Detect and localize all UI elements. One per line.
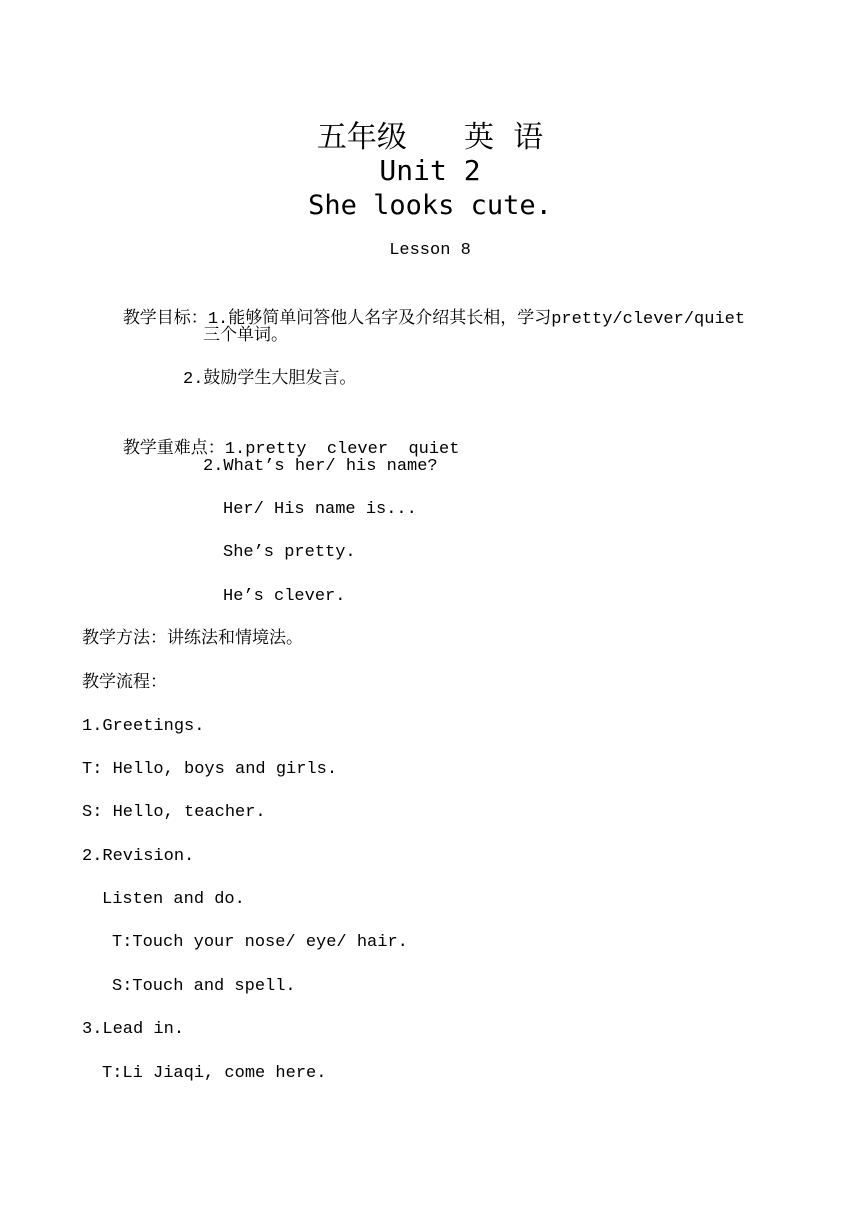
process-step: 1.Greetings. <box>82 717 205 736</box>
process-step: T: Hello, boys and girls. <box>82 760 338 779</box>
process-step: 3.Lead in. <box>82 1020 185 1039</box>
objectives-line-1 <box>82 281 745 359</box>
key-points-label: 教学重难点： <box>122 440 225 459</box>
objective-item-1-continued: 三个单词。 <box>203 327 288 346</box>
process-step: Listen and do. <box>102 890 245 909</box>
process-step: T:Li Jiaqi, come here. <box>102 1064 327 1083</box>
key-point-sentence: She’s pretty. <box>223 543 356 562</box>
lesson-label: Lesson 8 <box>389 241 471 260</box>
process-step: S:Touch and spell. <box>112 977 296 996</box>
process-step: T:Touch your nose/ eye/ hair. <box>112 933 408 952</box>
key-point-item-1: 1.pretty clever quiet <box>224 440 460 459</box>
key-point-sentence: He’s clever. <box>223 587 346 606</box>
key-point-sentence: Her/ His name is... <box>223 500 417 519</box>
grade-subject-title: 五年级 英 语 <box>316 120 544 155</box>
key-point-item-2: 2.What’s her/ his name? <box>203 457 438 476</box>
teaching-methods: 教学方法：讲练法和情境法。 <box>82 630 303 649</box>
unit-subtitle: She looks cute. <box>308 190 552 221</box>
objectives-label: 教学目标： <box>122 310 208 329</box>
process-label: 教学流程： <box>82 674 167 693</box>
process-step: 2.Revision. <box>82 847 195 866</box>
unit-title: Unit 2 <box>379 154 481 187</box>
objective-item-1: 1.能够简单问答他人名字及介绍其长相，学习pretty/clever/quiet <box>207 310 746 329</box>
objective-item-2: 2.鼓励学生大胆发言。 <box>183 370 357 389</box>
process-step: S: Hello, teacher. <box>82 803 266 822</box>
